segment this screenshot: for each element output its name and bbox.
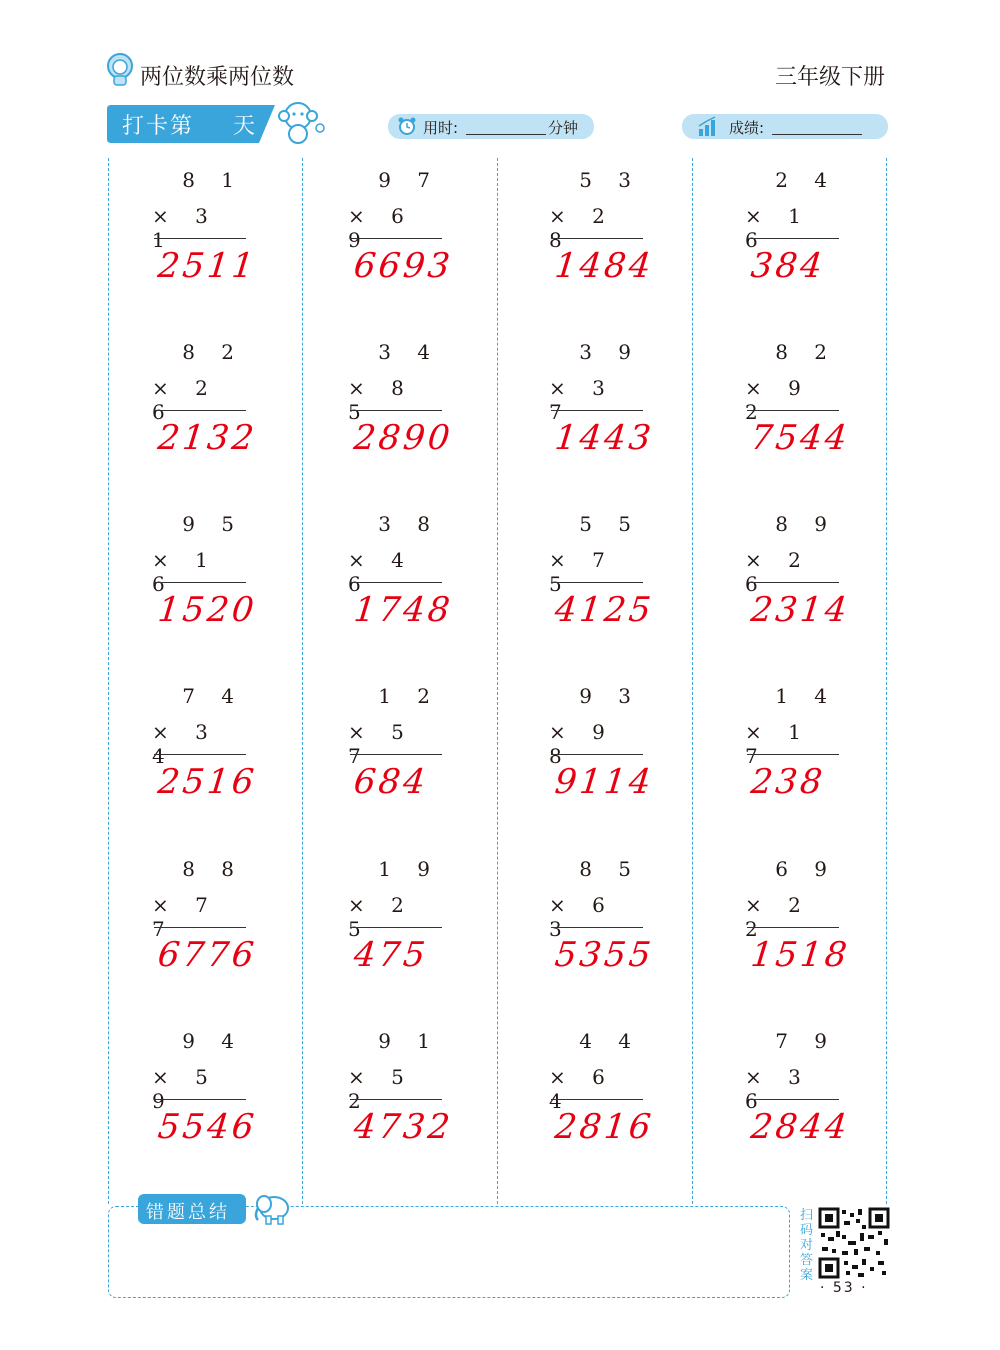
handwritten-answer[interactable]: 2132 [155, 418, 259, 458]
multiplier: 7 5 [549, 548, 615, 596]
handwritten-answer[interactable]: 9114 [552, 762, 656, 802]
problem-2 [348, 168, 498, 333]
multiplicand: 3 4 [378, 340, 440, 364]
problem-17 [152, 857, 302, 1022]
multiplier: 2 5 [348, 893, 414, 941]
multiplier: 1 6 [745, 204, 811, 252]
problem-24 [745, 1029, 895, 1194]
grade-label: 三年级下册 [774, 65, 885, 90]
multiplier: 5 7 [348, 720, 414, 768]
multiplier-row [152, 893, 244, 941]
multiplicand: 9 5 [182, 512, 244, 536]
multiplier-row [152, 548, 244, 596]
multiplier: 2 2 [745, 893, 811, 941]
handwritten-answer[interactable]: 2890 [351, 418, 455, 458]
times-sign: × [549, 376, 576, 400]
product-rule [154, 238, 246, 239]
problem-8 [745, 340, 895, 505]
score-blank[interactable] [772, 134, 862, 135]
multiplicand: 4 4 [579, 1029, 641, 1053]
multiplier-row [152, 376, 244, 424]
lion-icon [106, 52, 134, 86]
product-rule [551, 582, 643, 583]
multiplier: 5 9 [152, 1065, 218, 1113]
problem-16 [745, 684, 895, 849]
page-title: 两位数乘两位数 [140, 65, 295, 90]
page-number: · 53 · [820, 1280, 868, 1296]
multiplicand: 5 5 [579, 512, 641, 536]
multiplier: 1 6 [152, 548, 218, 596]
multiplicand: 3 8 [378, 512, 440, 536]
multiplier-row [152, 204, 244, 252]
problem-20 [745, 857, 895, 1022]
multiplicand: 1 9 [378, 857, 440, 881]
times-sign: × [745, 376, 772, 400]
multiplicand: 9 1 [378, 1029, 440, 1053]
product-rule [551, 754, 643, 755]
product-rule [350, 754, 442, 755]
multiplier: 3 6 [745, 1065, 811, 1113]
product-rule [747, 582, 839, 583]
handwritten-answer[interactable]: 2816 [552, 1107, 656, 1147]
multiplicand: 2 4 [775, 168, 837, 192]
elephant-icon [250, 1190, 294, 1226]
multiplicand: 8 9 [775, 512, 837, 536]
multiplier: 8 5 [348, 376, 414, 424]
times-sign: × [745, 893, 772, 917]
times-sign: × [549, 720, 576, 744]
times-sign: × [348, 548, 375, 572]
handwritten-answer[interactable]: 2314 [748, 590, 852, 630]
multiplicand: 8 1 [182, 168, 244, 192]
product-rule [747, 927, 839, 928]
handwritten-answer[interactable]: 5546 [155, 1107, 259, 1147]
handwritten-answer[interactable]: 2516 [155, 762, 259, 802]
times-sign: × [549, 548, 576, 572]
multiplier-row [549, 893, 641, 941]
product-rule [747, 410, 839, 411]
times-sign: × [152, 893, 179, 917]
multiplier-row [348, 1065, 440, 1113]
alarm-clock-icon [397, 116, 417, 136]
multiplier-row [549, 548, 641, 596]
multiplier-row [348, 720, 440, 768]
multiplier-row [549, 1065, 641, 1113]
problem-23 [549, 1029, 699, 1194]
punch-day-unit: 天 [233, 114, 256, 139]
column-divider [108, 158, 109, 1204]
monkey-icon [276, 100, 326, 146]
times-sign: × [348, 376, 375, 400]
product-rule [154, 410, 246, 411]
times-sign: × [152, 720, 179, 744]
problem-10 [348, 512, 498, 677]
times-sign: × [745, 720, 772, 744]
problem-14 [348, 684, 498, 849]
multiplier: 6 3 [549, 893, 615, 941]
multiplier: 2 8 [549, 204, 615, 252]
times-sign: × [152, 376, 179, 400]
multiplier-row [348, 893, 440, 941]
problem-19 [549, 857, 699, 1022]
times-sign: × [745, 1065, 772, 1089]
times-sign: × [152, 548, 179, 572]
handwritten-answer[interactable]: 1518 [748, 935, 852, 975]
multiplier-row [348, 548, 440, 596]
multiplicand: 8 8 [182, 857, 244, 881]
product-rule [350, 238, 442, 239]
handwritten-answer[interactable]: 2844 [748, 1107, 852, 1147]
product-rule [551, 410, 643, 411]
multiplier-row [348, 204, 440, 252]
times-sign: × [152, 204, 179, 228]
times-sign: × [348, 893, 375, 917]
handwritten-answer[interactable]: 5355 [552, 935, 656, 975]
multiplier-row [745, 720, 837, 768]
time-unit: 分钟 [548, 119, 579, 137]
handwritten-answer[interactable]: 1484 [552, 246, 656, 286]
product-rule [154, 582, 246, 583]
problem-3 [549, 168, 699, 333]
product-rule [154, 927, 246, 928]
score-label: 成绩: [729, 119, 765, 137]
multiplier: 7 7 [152, 893, 218, 941]
product-rule [350, 582, 442, 583]
problem-21 [152, 1029, 302, 1194]
multiplier-row [549, 720, 641, 768]
multiplier-row [745, 548, 837, 596]
times-sign: × [348, 1065, 375, 1089]
handwritten-answer[interactable]: 384 [748, 246, 828, 286]
product-rule [350, 1099, 442, 1100]
product-rule [154, 1099, 246, 1100]
bar-chart-icon [697, 115, 719, 137]
product-rule [350, 410, 442, 411]
problem-12 [745, 512, 895, 677]
multiplier-row [745, 376, 837, 424]
multiplier-row [549, 204, 641, 252]
handwritten-answer[interactable]: 2511 [155, 246, 259, 286]
multiplicand: 8 5 [579, 857, 641, 881]
times-sign: × [549, 893, 576, 917]
multiplier: 4 6 [348, 548, 414, 596]
product-rule [551, 238, 643, 239]
multiplier-row [152, 720, 244, 768]
product-rule [154, 754, 246, 755]
multiplicand: 7 4 [182, 684, 244, 708]
multiplier-row [348, 376, 440, 424]
multiplicand: 8 2 [775, 340, 837, 364]
qr-code[interactable] [818, 1207, 890, 1279]
multiplicand: 9 3 [579, 684, 641, 708]
problem-13 [152, 684, 302, 849]
product-rule [747, 1099, 839, 1100]
multiplier: 3 4 [152, 720, 218, 768]
handwritten-answer[interactable]: 1443 [552, 418, 656, 458]
multiplier-row [745, 1065, 837, 1113]
multiplicand: 6 9 [775, 857, 837, 881]
multiplicand: 5 3 [579, 168, 641, 192]
times-sign: × [348, 204, 375, 228]
problem-15 [549, 684, 699, 849]
multiplicand: 9 7 [378, 168, 440, 192]
handwritten-answer[interactable]: 4125 [552, 590, 656, 630]
multiplier: 5 2 [348, 1065, 414, 1113]
handwritten-answer[interactable]: 1748 [351, 590, 455, 630]
multiplier-row [152, 1065, 244, 1113]
multiplier: 6 9 [348, 204, 414, 252]
column-divider [302, 158, 303, 1204]
multiplier: 1 7 [745, 720, 811, 768]
problem-4 [745, 168, 895, 333]
multiplier: 3 1 [152, 204, 218, 252]
multiplicand: 3 9 [579, 340, 641, 364]
times-sign: × [348, 720, 375, 744]
problem-22 [348, 1029, 498, 1194]
handwritten-answer[interactable]: 7544 [748, 418, 852, 458]
multiplicand: 7 9 [775, 1029, 837, 1053]
product-rule [551, 927, 643, 928]
problem-5 [152, 340, 302, 505]
handwritten-answer[interactable]: 6693 [351, 246, 455, 286]
handwritten-answer[interactable]: 6776 [155, 935, 259, 975]
product-rule [350, 927, 442, 928]
mistake-summary-label: 错题总结 [146, 1202, 230, 1223]
multiplicand: 9 4 [182, 1029, 244, 1053]
times-sign: × [745, 204, 772, 228]
problem-7 [549, 340, 699, 505]
product-rule [551, 1099, 643, 1100]
product-rule [747, 238, 839, 239]
multiplier: 9 8 [549, 720, 615, 768]
multiplier: 2 6 [745, 548, 811, 596]
multiplier: 9 2 [745, 376, 811, 424]
multiplier: 2 6 [152, 376, 218, 424]
multiplicand: 1 4 [775, 684, 837, 708]
times-sign: × [152, 1065, 179, 1089]
handwritten-answer[interactable]: 684 [351, 762, 431, 802]
punch-label: 打卡第 [122, 114, 195, 139]
multiplier-row [549, 376, 641, 424]
problem-6 [348, 340, 498, 505]
multiplicand: 8 2 [182, 340, 244, 364]
problem-9 [152, 512, 302, 677]
time-label: 用时: [423, 119, 459, 137]
time-blank[interactable] [466, 134, 546, 135]
times-sign: × [745, 548, 772, 572]
handwritten-answer[interactable]: 238 [748, 762, 828, 802]
times-sign: × [549, 1065, 576, 1089]
multiplier-row [745, 204, 837, 252]
multiplier-row [745, 893, 837, 941]
problem-18 [348, 857, 498, 1022]
product-rule [747, 754, 839, 755]
multiplier: 3 7 [549, 376, 615, 424]
multiplicand: 1 2 [378, 684, 440, 708]
multiplier: 6 4 [549, 1065, 615, 1113]
scan-for-answers-label: 扫码对答案 [800, 1208, 814, 1283]
handwritten-answer[interactable]: 475 [351, 935, 431, 975]
handwritten-answer[interactable]: 4732 [351, 1107, 455, 1147]
problem-11 [549, 512, 699, 677]
handwritten-answer[interactable]: 1520 [155, 590, 259, 630]
problem-1 [152, 168, 302, 333]
times-sign: × [549, 204, 576, 228]
